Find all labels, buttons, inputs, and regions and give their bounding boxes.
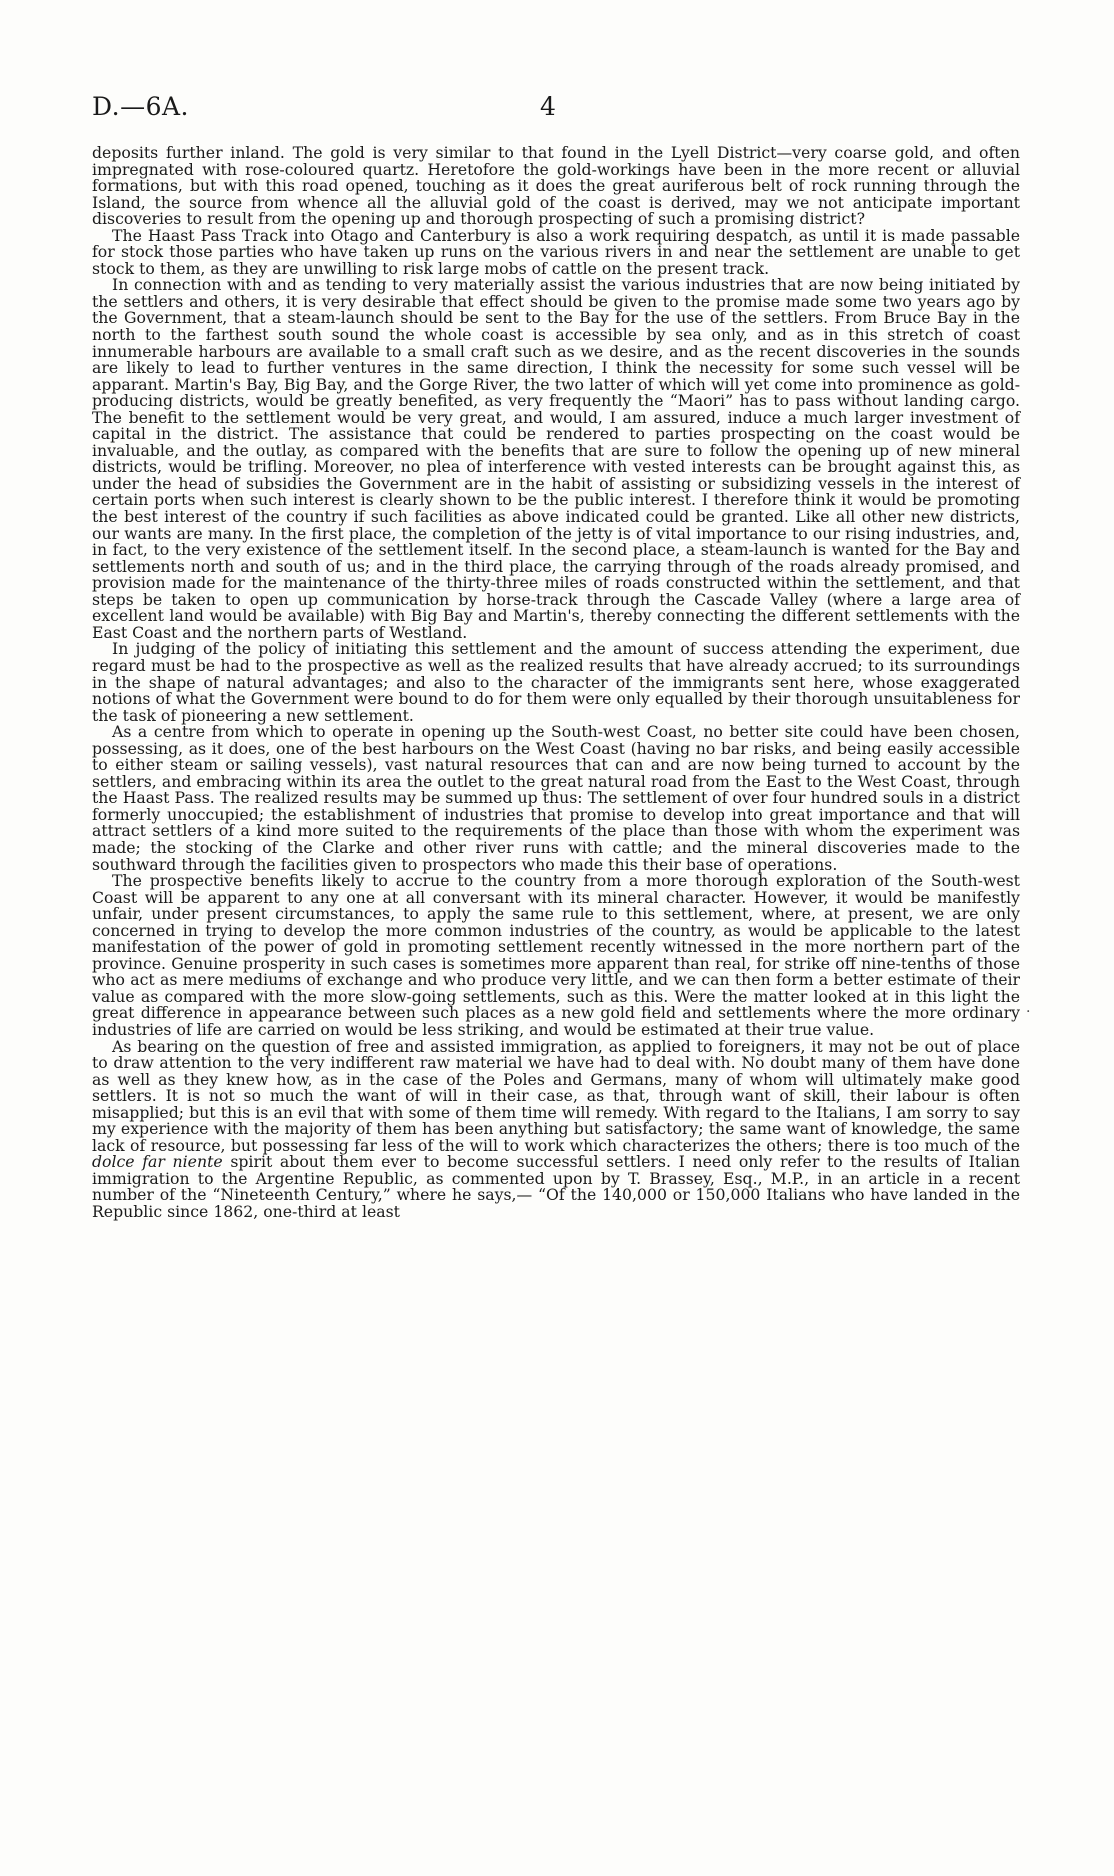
page-header <box>92 92 1022 132</box>
paragraph-text: As bearing on the question of free and assisted immigration, as applied to foreigners, it may not be out of place to draw attention to the very indifferent raw material we have had to deal with. No doubt many of them have done as well as they knew how, as in the case of the Poles and Germans, many of whom will ultimately make good settlers. It is not so much the want of will in their case, as that, through want of skill, their labour is often misapplied; but this is an evil that with some of them time will remedy. With regard to the Italians, I am sorry to say my experience with the majority of them has been anything but satisfactory; the same want of knowledge, the same lack of resource, but possessing far less of the will to work which characterizes the others; there is too much of the <box>92 1036 1020 1155</box>
italic-phrase: dolce far niente <box>92 1152 223 1172</box>
paragraph: The Haast Pass Track into Otago and Canterbury is also a work requiring despatch, as until it is made passable for stock those parties who have taken up runs on the various rivers in and near the settlement are unable to get stock to them, as they are unwilling to risk large mobs of cattle on the present track. <box>92 225 1020 278</box>
paragraph: In judging of the policy of initiating this settlement and the amount of success attending the experiment, due regard must be had to the prospective as well as the realized results that have already accrued; to its surroundings in the shape of natural advantages; and also to the character of the immigrants sent here, whose exaggerated notions of what the Government were bound to do for them were only equalled by their thorough unsuitableness for the task of pioneering a new settlement. <box>92 639 1020 725</box>
paragraph: The prospective benefits likely to accrue to the country from a more thorough exploration of the South-west Coast will be apparent to any one at all conversant with its mineral character. However, it would be manifestly unfair, under present circumstances, to apply the same rule to this settlement, where, at present, we are only concerned in trying to develop the more common industries of the country, as would be applicable to the latest manifestation of the power of gold in promoting settlement recently witnessed in the more northern part of the province. Genuine prosperity in such cases is sometimes more apparent than real, for strike off nine-tenths of those who act as mere mediums of exchange and who produce very little, and we can then form a better estimate of their value as compared with the more slow-going settlements, such as this. Were the matter looked at in this light the great difference in appearance between such places as a new gold field and settlements where the more ordinary industries of life are carried on would be less striking, and would be estimated at their true value. <box>92 871 1020 1039</box>
document-reference: D.—6A. <box>92 92 190 121</box>
body-text <box>92 145 1020 1221</box>
margin-mark: . <box>1026 1000 1031 1016</box>
paragraph-text: spirit about them ever to become successful settlers. I need only refer to the results of Italian immigration to the Argentine Republic, as commented upon by T. Brassey, Esq., M.P., in an article in a recent number of the “Nineteenth Century,” where he says,— “Of the 140,000 or 150,000 Italians who have landed in the Republic since 1862, one-third at least <box>92 1152 1020 1221</box>
paragraph: deposits further inland. The gold is very similar to that found in the Lyell District—very coarse gold, and often impregnated with rose-coloured quartz. Heretofore the gold-workings have been in the more recent or alluvial formations, but with this road opened, touching as it does the great auriferous belt of rock running through the Island, the source from whence all the alluvial gold of the coast is derived, may we not anticipate important discoveries to result from the opening up and thorough prospecting of such a promising district? <box>92 143 1020 229</box>
paragraph: As a centre from which to operate in opening up the South-west Coast, no better site could have been chosen, possessing, as it does, one of the best harbours on the West Coast (having no bar risks, and being easily accessible to either steam or sailing vessels), vast natural resources that can and are now being turned to account by the settlers, and embracing within its area the outlet to the great natural road from the East to the West Coast, through the Haast Pass. The realized results may be summed up thus: The settlement of over four hundred souls in a district formerly unoccupied; the establishment of industries that promise to develop into great importance and that will attract settlers of a kind more suited to the requirements of the place than those with whom the experiment was made; the stocking of the Clarke and other river runs with cattle; and the mineral discoveries made to the southward through the facilities given to prospectors who made this their base of operations. <box>92 722 1020 874</box>
paragraph: In connection with and as tending to very materially assist the various industries that are now being initiated by the settlers and others, it is very desirable that effect should be given to the promise made some two years ago by the Government, that a steam-launch should be sent to the Bay for the use of the settlers. From Bruce Bay in the north to the farthest south sound the whole coast is accessible by sea only, and as in this stretch of coast innumerable harbours are available to a small craft such as we desire, and as the recent discoveries in the sounds are likely to lead to further ventures in the same direction, I think the necessity for some such vessel will be apparant. Martin's Bay, Big Bay, and the Gorge River, the two latter of which will yet come into prominence as gold-producing districts, would be greatly benefited, as very frequently the “Maori” has to pass without landing cargo. The benefit to the settlement would be very great, and would, I am assured, induce a much larger investment of capital in the district. The assistance that could be rendered to parties prospecting on the coast would be invaluable, and the outlay, as compared with the benefits that are sure to follow the opening up of new mineral districts, would be trifling. Moreover, no plea of interference with vested interests can be brought against this, as under the head of subsidies the Government are in the habit of assisting or subsidizing vessels in the interest of certain ports when such interest is clearly shown to be the public interest. I therefore think it would be promoting the best interest of the country if such facilities as above indicated could be granted. Like all other new districts, our wants are many. In the first place, the completion of the jetty is of vital importance to our rising industries, and, in fact, to the very existence of the settlement itself. In the second place, a steam-launch is wanted for the Bay and settlements north and south of us; and in the third place, the carrying through of the roads already promised, and provision made for the maintenance of the thirty-three miles of roads constructed within the settlement, and that steps be taken to open up communication by horse-track through the Cascade Valley (where a large area of excellent land would be available) with Big Bay and Martin's, thereby connecting the different settlements with the East Coast and the northern parts of Westland. <box>92 275 1020 642</box>
paragraph <box>92 1036 1020 1221</box>
page-number: 4 <box>540 92 556 121</box>
